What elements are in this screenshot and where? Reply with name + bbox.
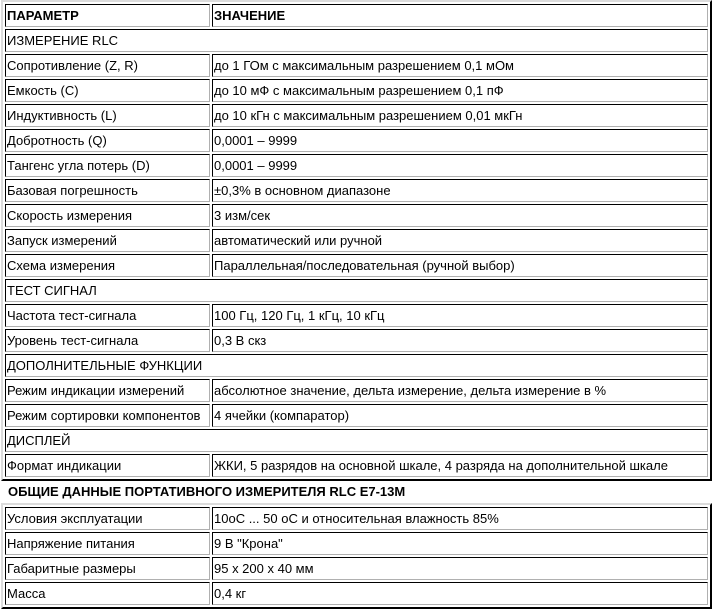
- row-value: 0,0001 – 9999: [212, 129, 708, 152]
- table-row: [5, 532, 708, 555]
- table-row: [5, 557, 708, 580]
- row-param: Формат индикации: [5, 454, 210, 477]
- row-param: Запуск измерений: [5, 229, 210, 252]
- row-param: Добротность (Q): [5, 129, 210, 152]
- row-value: до 1 ГОм с максимальным разрешением 0,1 мОм: [212, 54, 708, 77]
- table-row: [5, 304, 708, 327]
- table-row: [5, 104, 708, 127]
- table-row: [5, 254, 708, 277]
- row-param: Габаритные размеры: [5, 557, 210, 580]
- section-title-test-signal: ТЕСТ СИГНАЛ: [5, 279, 708, 302]
- row-param: Частота тест-сигнала: [5, 304, 210, 327]
- row-param: Масса: [5, 582, 210, 605]
- column-header-parameter: ПАРАМЕТР: [5, 4, 210, 27]
- row-value: Параллельная/последовательная (ручной выбор): [212, 254, 708, 277]
- row-param: Емкость (С): [5, 79, 210, 102]
- table-row: [5, 229, 708, 252]
- row-value: 10оС ... 50 оС и относительная влажность 85%: [212, 507, 708, 530]
- row-param: Схема измерения: [5, 254, 210, 277]
- row-value: 0,4 кг: [212, 582, 708, 605]
- row-value: до 10 мФ с максимальным разрешением 0,1 пФ: [212, 79, 708, 102]
- table-row: [5, 79, 708, 102]
- row-value: ±0,3% в основном диапазоне: [212, 179, 708, 202]
- row-param: Напряжение питания: [5, 532, 210, 555]
- table-row: [5, 54, 708, 77]
- general-data-table: [1, 503, 712, 609]
- table-row: [5, 179, 708, 202]
- row-param: Сопротивление (Z, R): [5, 54, 210, 77]
- section-title-additional-functions: ДОПОЛНИТЕЛЬНЫЕ ФУНКЦИИ: [5, 354, 708, 377]
- row-value: 100 Гц, 120 Гц, 1 кГц, 10 кГц: [212, 304, 708, 327]
- table-row: [5, 379, 708, 402]
- row-value: абсолютное значение, дельта измерение, дельта измерение в %: [212, 379, 708, 402]
- row-value: автоматический или ручной: [212, 229, 708, 252]
- row-value: 0,3 В скз: [212, 329, 708, 352]
- table-row: [5, 329, 708, 352]
- row-value: 0,0001 – 9999: [212, 154, 708, 177]
- table-row: [5, 404, 708, 427]
- section-row: [5, 29, 708, 52]
- table-row: [5, 129, 708, 152]
- row-param: Тангенс угла потерь (D): [5, 154, 210, 177]
- general-data-heading: ОБЩИЕ ДАННЫЕ ПОРТАТИВНОГО ИЗМЕРИТЕЛЯ RLC E7-13M: [8, 484, 406, 499]
- specifications-table: [1, 0, 712, 481]
- row-param: Скорость измерения: [5, 204, 210, 227]
- table-row: [5, 454, 708, 477]
- row-param: Режим индикации измерений: [5, 379, 210, 402]
- row-value: ЖКИ, 5 разрядов на основной шкале, 4 разряда на дополнительной шкале: [212, 454, 708, 477]
- row-param: Условия эксплуатации: [5, 507, 210, 530]
- table-row: [5, 507, 708, 530]
- section-title-display: ДИСПЛЕЙ: [5, 429, 708, 452]
- row-param: Режим сортировки компонентов: [5, 404, 210, 427]
- section-row: [5, 354, 708, 377]
- row-value: до 10 кГн с максимальным разрешением 0,01 мкГн: [212, 104, 708, 127]
- table-row: [5, 154, 708, 177]
- row-value: 95 х 200 х 40 мм: [212, 557, 708, 580]
- section-title-rlc-measurement: ИЗМЕРЕНИЕ RLC: [5, 29, 708, 52]
- row-param: Индуктивность (L): [5, 104, 210, 127]
- row-param: Уровень тест-сигнала: [5, 329, 210, 352]
- row-value: 3 изм/сек: [212, 204, 708, 227]
- row-param: Базовая погрешность: [5, 179, 210, 202]
- row-value: 4 ячейки (компаратор): [212, 404, 708, 427]
- column-header-value: ЗНАЧЕНИЕ: [212, 4, 708, 27]
- table-row: [5, 204, 708, 227]
- table-header-row: [5, 4, 708, 27]
- row-value: 9 В "Крона": [212, 532, 708, 555]
- table-row: [5, 582, 708, 605]
- section-row: [5, 429, 708, 452]
- section-row: [5, 279, 708, 302]
